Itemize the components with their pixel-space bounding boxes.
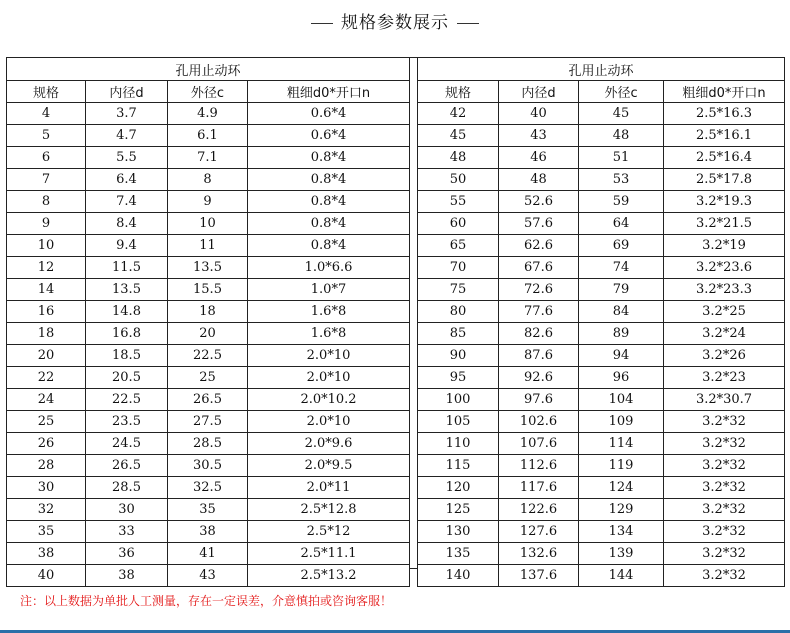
- title-left-dash: [311, 23, 333, 24]
- table-cell: 140: [418, 565, 499, 587]
- table-cell: 28: [7, 455, 86, 477]
- table-cell: 40: [499, 103, 579, 125]
- table-row: [7, 147, 410, 169]
- table-cell: 87.6: [499, 345, 579, 367]
- table-row: [7, 125, 410, 147]
- table-cell: 3.2*26: [664, 345, 785, 367]
- table-cell: 117.6: [499, 477, 579, 499]
- disclaimer-note: 注：以上数据为单批人工测量，存在一定误差，介意慎拍或咨询客服！: [20, 594, 393, 608]
- table-cell: 97.6: [499, 389, 579, 411]
- spec-tables: [6, 57, 783, 583]
- table-cell: 2.0*10: [248, 411, 410, 433]
- table-cell: 92.6: [499, 367, 579, 389]
- table-cell: 52.6: [499, 191, 579, 213]
- table-cell: 2.0*9.6: [248, 433, 410, 455]
- table-row: [418, 301, 785, 323]
- table-cell: 9.4: [86, 235, 168, 257]
- table-cell: 22.5: [168, 345, 248, 367]
- table-row: [418, 235, 785, 257]
- table-header-row: [418, 81, 785, 103]
- table-cell: 96: [579, 367, 664, 389]
- table-row: [7, 389, 410, 411]
- table-cell: 3.2*32: [664, 521, 785, 543]
- table-cell: 8: [168, 169, 248, 191]
- table-cell: 82.6: [499, 323, 579, 345]
- table-cell: 2.5*13.2: [248, 565, 410, 587]
- table-row: [7, 345, 410, 367]
- table-cell: 8.4: [86, 213, 168, 235]
- table-cell: 25: [168, 367, 248, 389]
- table-cell: 30.5: [168, 455, 248, 477]
- table-cell: 6.4: [86, 169, 168, 191]
- table-cell: 43: [168, 565, 248, 587]
- table-cell: 48: [418, 147, 499, 169]
- column-header: 粗细d0*开口n: [248, 81, 410, 103]
- table-cell: 64: [579, 213, 664, 235]
- table-cell: 3.7: [86, 103, 168, 125]
- table-cell: 7: [7, 169, 86, 191]
- table-cell: 102.6: [499, 411, 579, 433]
- table-cell: 74: [579, 257, 664, 279]
- table-cell: 13.5: [168, 257, 248, 279]
- table-cell: 28.5: [168, 433, 248, 455]
- table-cell: 62.6: [499, 235, 579, 257]
- table-cell: 3.2*23.6: [664, 257, 785, 279]
- table-cell: 57.6: [499, 213, 579, 235]
- table-cell: 5: [7, 125, 86, 147]
- table-cell: 45: [418, 125, 499, 147]
- table-row: [7, 169, 410, 191]
- table-cell: 3.2*32: [664, 477, 785, 499]
- table-cell: 35: [7, 521, 86, 543]
- table-cell: 3.2*32: [664, 565, 785, 587]
- table-cell: 3.2*24: [664, 323, 785, 345]
- table-cell: 3.2*32: [664, 433, 785, 455]
- table-cell: 23.5: [86, 411, 168, 433]
- table-cell: 3.2*32: [664, 543, 785, 565]
- table-cell: 1.6*8: [248, 323, 410, 345]
- table-cell: 15.5: [168, 279, 248, 301]
- table-cell: 9: [7, 213, 86, 235]
- table-row: [7, 433, 410, 455]
- table-cell: 48: [499, 169, 579, 191]
- table-cell: 60: [418, 213, 499, 235]
- table-row: [7, 103, 410, 125]
- table-cell: 2.0*10.2: [248, 389, 410, 411]
- column-header: 规格: [418, 81, 499, 103]
- table-row: [418, 191, 785, 213]
- table-cell: 75: [418, 279, 499, 301]
- table-cell: 32.5: [168, 477, 248, 499]
- table-cell: 4.7: [86, 125, 168, 147]
- table-row: [418, 367, 785, 389]
- table-cell: 6.1: [168, 125, 248, 147]
- table-row: [418, 455, 785, 477]
- table-cell: 125: [418, 499, 499, 521]
- table-cell: 28.5: [86, 477, 168, 499]
- table-cell: 55: [418, 191, 499, 213]
- table-row: [7, 235, 410, 257]
- table-cell: 14: [7, 279, 86, 301]
- table-cell: 79: [579, 279, 664, 301]
- table-row: [418, 147, 785, 169]
- table-cell: 30: [86, 499, 168, 521]
- table-row: [418, 323, 785, 345]
- table-cell: 0.8*4: [248, 169, 410, 191]
- column-header: 外径c: [579, 81, 664, 103]
- table-cell: 25: [7, 411, 86, 433]
- table-cell: 124: [579, 477, 664, 499]
- table-row: [418, 499, 785, 521]
- table-row: [418, 103, 785, 125]
- table-cell: 6: [7, 147, 86, 169]
- table-cell: 3.2*32: [664, 455, 785, 477]
- table-row: [418, 389, 785, 411]
- table-cell: 22.5: [86, 389, 168, 411]
- table-cell: 107.6: [499, 433, 579, 455]
- table-cell: 112.6: [499, 455, 579, 477]
- table-cell: 2.0*10: [248, 367, 410, 389]
- table-cell: 26.5: [168, 389, 248, 411]
- title-text: 规格参数展示: [341, 13, 449, 33]
- column-header: 粗细d0*开口n: [664, 81, 785, 103]
- table-cell: 7.4: [86, 191, 168, 213]
- table-row: [7, 521, 410, 543]
- column-header: 内径d: [499, 81, 579, 103]
- table-row: [7, 477, 410, 499]
- table-cell: 10: [7, 235, 86, 257]
- table-header-row: [7, 81, 410, 103]
- right-spec-table: [417, 57, 785, 587]
- table-cell: 33: [86, 521, 168, 543]
- table-cell: 3.2*19: [664, 235, 785, 257]
- table-row: [7, 279, 410, 301]
- table-row: [7, 565, 410, 587]
- table-cell: 67.6: [499, 257, 579, 279]
- table-row: [418, 543, 785, 565]
- table-cell: 122.6: [499, 499, 579, 521]
- table-cell: 3.2*32: [664, 411, 785, 433]
- table-cell: 4: [7, 103, 86, 125]
- table-gap: [410, 57, 417, 569]
- table-cell: 0.8*4: [248, 235, 410, 257]
- table-cell: 1.0*6.6: [248, 257, 410, 279]
- table-cell: 12: [7, 257, 86, 279]
- table-cell: 26: [7, 433, 86, 455]
- table-cell: 0.8*4: [248, 213, 410, 235]
- table-cell: 48: [579, 125, 664, 147]
- table-cell: 2.5*16.3: [664, 103, 785, 125]
- table-row: [418, 169, 785, 191]
- table-cell: 7.1: [168, 147, 248, 169]
- table-cell: 38: [7, 543, 86, 565]
- table-row: [418, 477, 785, 499]
- table-cell: 20.5: [86, 367, 168, 389]
- table-row: [7, 543, 410, 565]
- table-row: [7, 257, 410, 279]
- table-row: [7, 367, 410, 389]
- table-cell: 110: [418, 433, 499, 455]
- table-cell: 72.6: [499, 279, 579, 301]
- table-cell: 40: [7, 565, 86, 587]
- table-cell: 120: [418, 477, 499, 499]
- table-cell: 8: [7, 191, 86, 213]
- table-cell: 104: [579, 389, 664, 411]
- table-cell: 130: [418, 521, 499, 543]
- column-header: 内径d: [86, 81, 168, 103]
- table-cell: 90: [418, 345, 499, 367]
- table-row: [7, 499, 410, 521]
- table-cell: 0.6*4: [248, 103, 410, 125]
- table-cell: 0.8*4: [248, 147, 410, 169]
- table-cell: 65: [418, 235, 499, 257]
- table-cell: 135: [418, 543, 499, 565]
- table-cell: 94: [579, 345, 664, 367]
- title-right-dash: [457, 23, 479, 24]
- page-title: [0, 8, 790, 32]
- table-cell: 16: [7, 301, 86, 323]
- table-row: [7, 323, 410, 345]
- table-cell: 115: [418, 455, 499, 477]
- table-cell: 95: [418, 367, 499, 389]
- table-row: [7, 191, 410, 213]
- table-row: [418, 411, 785, 433]
- table-cell: 144: [579, 565, 664, 587]
- table-cell: 11.5: [86, 257, 168, 279]
- table-cell: 38: [86, 565, 168, 587]
- table-cell: 129: [579, 499, 664, 521]
- table-cell: 2.5*16.1: [664, 125, 785, 147]
- table-cell: 3.2*25: [664, 301, 785, 323]
- table-cell: 2.5*12: [248, 521, 410, 543]
- table-cell: 3.2*23.3: [664, 279, 785, 301]
- table-cell: 70: [418, 257, 499, 279]
- table-row: [418, 521, 785, 543]
- left-table-caption: 孔用止动环: [7, 58, 410, 81]
- table-cell: 109: [579, 411, 664, 433]
- table-cell: 0.6*4: [248, 125, 410, 147]
- table-cell: 9: [168, 191, 248, 213]
- table-cell: 139: [579, 543, 664, 565]
- table-cell: 43: [499, 125, 579, 147]
- table-cell: 26.5: [86, 455, 168, 477]
- table-row: [7, 411, 410, 433]
- table-cell: 85: [418, 323, 499, 345]
- table-cell: 2.5*11.1: [248, 543, 410, 565]
- table-cell: 22: [7, 367, 86, 389]
- table-row: [7, 213, 410, 235]
- table-cell: 27.5: [168, 411, 248, 433]
- table-cell: 5.5: [86, 147, 168, 169]
- table-cell: 24.5: [86, 433, 168, 455]
- table-cell: 18.5: [86, 345, 168, 367]
- table-cell: 1.6*8: [248, 301, 410, 323]
- table-cell: 13.5: [86, 279, 168, 301]
- table-cell: 2.5*16.4: [664, 147, 785, 169]
- table-cell: 134: [579, 521, 664, 543]
- table-cell: 32: [7, 499, 86, 521]
- table-cell: 45: [579, 103, 664, 125]
- table-cell: 127.6: [499, 521, 579, 543]
- table-cell: 10: [168, 213, 248, 235]
- table-cell: 3.2*21.5: [664, 213, 785, 235]
- table-cell: 1.0*7: [248, 279, 410, 301]
- table-cell: 3.2*30.7: [664, 389, 785, 411]
- table-cell: 16.8: [86, 323, 168, 345]
- table-cell: 100: [418, 389, 499, 411]
- table-row: [418, 213, 785, 235]
- table-cell: 38: [168, 521, 248, 543]
- table-row: [418, 433, 785, 455]
- table-cell: 42: [418, 103, 499, 125]
- table-row: [418, 257, 785, 279]
- table-cell: 3.2*23: [664, 367, 785, 389]
- table-cell: 114: [579, 433, 664, 455]
- right-table-caption: 孔用止动环: [418, 58, 785, 81]
- table-cell: 30: [7, 477, 86, 499]
- table-cell: 3.2*19.3: [664, 191, 785, 213]
- table-cell: 105: [418, 411, 499, 433]
- table-cell: 18: [168, 301, 248, 323]
- table-cell: 41: [168, 543, 248, 565]
- table-row: [418, 565, 785, 587]
- table-cell: 18: [7, 323, 86, 345]
- table-cell: 0.8*4: [248, 191, 410, 213]
- table-row: [418, 125, 785, 147]
- table-cell: 89: [579, 323, 664, 345]
- left-spec-table: [6, 57, 410, 587]
- table-cell: 2.0*9.5: [248, 455, 410, 477]
- table-cell: 35: [168, 499, 248, 521]
- table-cell: 3.2*32: [664, 499, 785, 521]
- table-cell: 137.6: [499, 565, 579, 587]
- table-cell: 119: [579, 455, 664, 477]
- table-cell: 36: [86, 543, 168, 565]
- table-row: [7, 455, 410, 477]
- table-cell: 2.5*17.8: [664, 169, 785, 191]
- table-row: [7, 301, 410, 323]
- table-cell: 24: [7, 389, 86, 411]
- table-cell: 14.8: [86, 301, 168, 323]
- column-header: 外径c: [168, 81, 248, 103]
- table-cell: 2.5*12.8: [248, 499, 410, 521]
- table-cell: 20: [168, 323, 248, 345]
- table-cell: 51: [579, 147, 664, 169]
- table-cell: 50: [418, 169, 499, 191]
- column-header: 规格: [7, 81, 86, 103]
- table-cell: 2.0*10: [248, 345, 410, 367]
- table-cell: 69: [579, 235, 664, 257]
- table-cell: 59: [579, 191, 664, 213]
- table-row: [418, 279, 785, 301]
- table-cell: 80: [418, 301, 499, 323]
- table-cell: 11: [168, 235, 248, 257]
- table-cell: 132.6: [499, 543, 579, 565]
- table-cell: 46: [499, 147, 579, 169]
- table-cell: 53: [579, 169, 664, 191]
- table-row: [418, 345, 785, 367]
- table-cell: 20: [7, 345, 86, 367]
- table-cell: 4.9: [168, 103, 248, 125]
- table-cell: 84: [579, 301, 664, 323]
- table-cell: 77.6: [499, 301, 579, 323]
- table-cell: 2.0*11: [248, 477, 410, 499]
